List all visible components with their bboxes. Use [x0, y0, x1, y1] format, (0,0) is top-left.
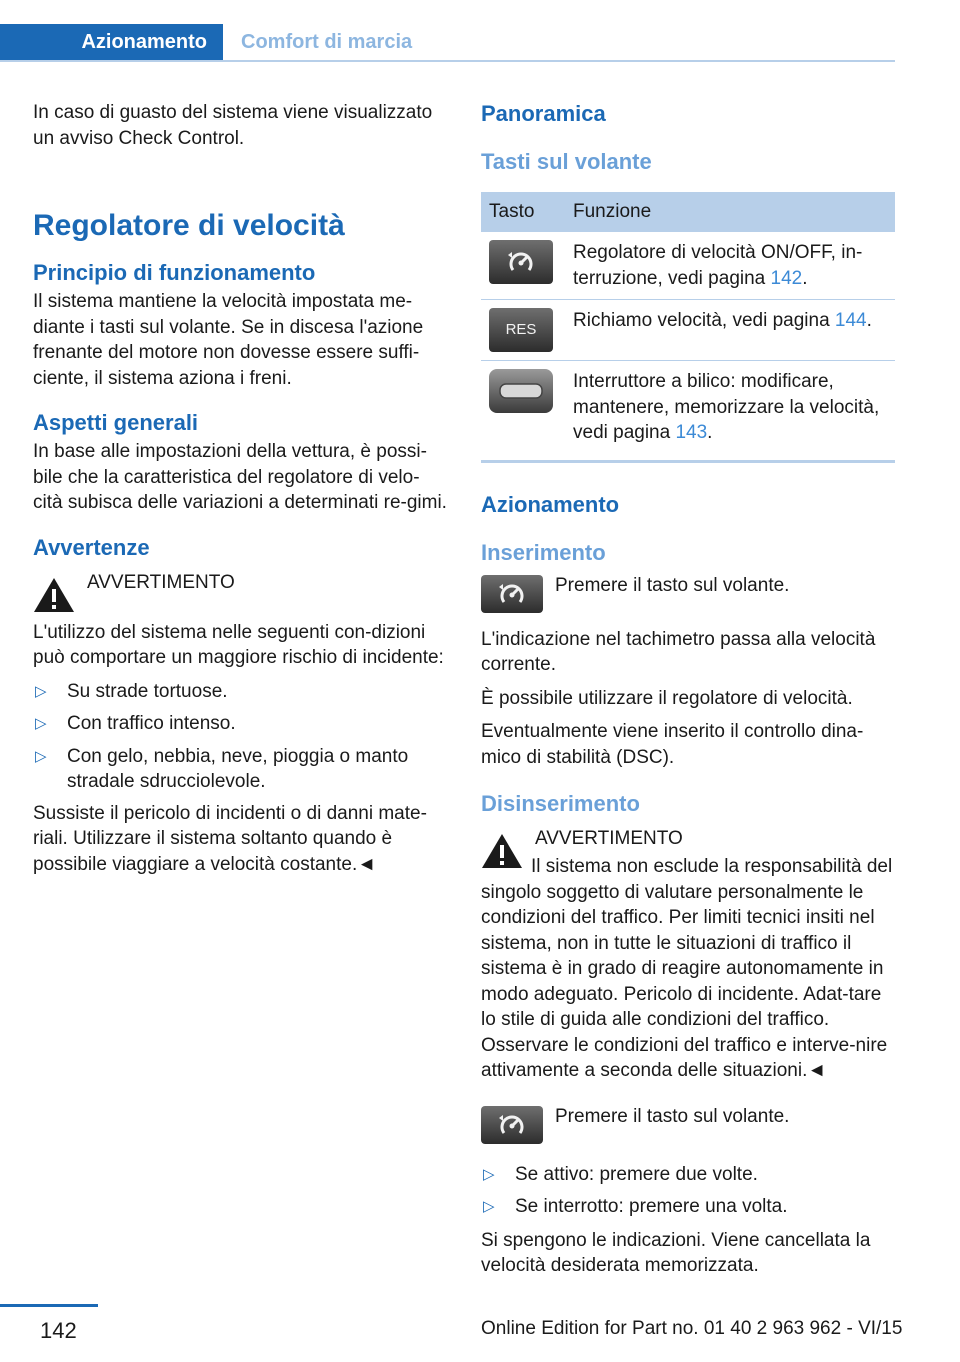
general-text: In base alle impostazioni della vettura, è possi-bile che la caratteristica del regolatore di velo-cità subisca delle variazioni a determinati re-gimi. — [33, 441, 447, 513]
table-row — [481, 300, 895, 361]
press-key-row — [481, 1104, 895, 1148]
tab-comfort-di-marcia[interactable]: Comfort di marcia — [223, 24, 412, 60]
principle-text: Il sistema mantiene la velocità impostata me-diante i tasti sul volante. Se in discesa l'azione frenante del motore non dovesse essere suffi-ciente, il sistema aziona i freni. — [33, 291, 424, 389]
res-icon: RES — [489, 308, 553, 352]
bullet-triangle-icon: ▷ — [483, 1165, 495, 1183]
general-heading: Aspetti generali — [33, 410, 199, 435]
notes-heading: Avvertenze — [33, 534, 150, 560]
warning-icon — [33, 576, 75, 614]
principle-heading: Principio di funzionamento — [33, 260, 316, 285]
page-link-144[interactable]: 144 — [834, 310, 867, 331]
edition-text: Online Edition for Part no. 01 40 2 963 962 - VI/15 — [481, 1318, 903, 1339]
function-cell: Interruttore a bilico: modificare, mantenere, memorizzare la velocità, vedi pagina 143. — [565, 361, 895, 462]
press-key-text: Premere il tasto sul volante. — [555, 574, 790, 596]
intro-text: In caso di guasto del sistema viene visualizzato un avviso Check Control. — [33, 102, 433, 149]
switch-on-heading: Inserimento — [481, 539, 606, 565]
list-item: ▷ Con gelo, nebbia, neve, pioggia o manto stradale sdrucciolevole. — [35, 745, 409, 792]
warning-box — [481, 826, 895, 872]
bullet-triangle-icon: ▷ — [35, 747, 47, 765]
warning-text: L'utilizzo del sistema nelle seguenti con-dizioni può comportare un maggiore rischio di incidente: — [33, 621, 444, 668]
press-key-text: Premere il tasto sul volante. — [555, 1105, 790, 1127]
tab-azionamento[interactable]: Azionamento — [0, 24, 223, 60]
bullet-list — [33, 679, 448, 795]
list-item: ▷ Se attivo: premere due volte. — [481, 1162, 895, 1188]
cruise-control-icon — [481, 1106, 543, 1144]
function-cell: Richiamo velocità, vedi pagina 144. — [565, 300, 895, 361]
table-row — [481, 361, 895, 462]
warning-text: Il sistema non esclude la responsabilità del singolo soggetto di valutare personalmente le condizioni del traffico. Per limiti tecnici insiti nel sistema, non in tutte le situazioni di traffico il sistema è in grado di reagire autonomamente in modo adeguato. Pericolo di incidente. Adat-tare lo stile di guida alle condizioni del traffico. Osservare le condizioni del traffico e interve-nire attivamente a seconda delle situazioni.◄ — [481, 856, 893, 1081]
list-item: ▷ Se interrotto: premere una volta. — [481, 1194, 895, 1220]
header-bar — [0, 24, 895, 62]
press-key-row — [481, 573, 895, 617]
table-row — [481, 232, 895, 300]
switch-on-text-2: È possibile utilizzare il regolatore di velocità. — [481, 687, 853, 709]
left-column — [33, 100, 448, 877]
footer-accent-bar — [0, 1304, 98, 1307]
warning-label: AVVERTIMENTO — [535, 828, 683, 849]
switch-off-heading: Disinserimento — [481, 791, 640, 816]
keys-heading: Tasti sul volante — [481, 149, 652, 174]
operation-heading: Azionamento — [481, 491, 620, 517]
switch-on-text-1: L'indicazione nel tachimetro passa alla velocità corrente. — [481, 628, 876, 675]
closing-text: Sussiste il pericolo di incidenti o di danni mate-riali. Utilizzare il sistema soltanto quando è possibile viaggiare a velocità costante.◄ — [33, 802, 427, 875]
switch-on-text-3: Eventualmente viene inserito il controllo dina-mico di stabilità (DSC). — [481, 721, 864, 768]
cruise-control-icon — [481, 575, 543, 613]
warning-label: AVVERTIMENTO — [87, 571, 235, 593]
bullet-list — [481, 1162, 895, 1220]
keys-table — [481, 192, 895, 463]
page-link-142[interactable]: 142 — [770, 267, 803, 289]
list-item: ▷ Con traffico intenso. — [33, 711, 448, 737]
rocker-switch-icon — [489, 369, 553, 413]
bullet-triangle-icon: ▷ — [35, 715, 47, 732]
warning-box — [33, 570, 448, 616]
overview-heading: Panoramica — [481, 101, 606, 126]
bullet-triangle-icon: ▷ — [35, 682, 47, 700]
page-link-143[interactable]: 143 — [675, 422, 708, 443]
closing-text: Si spengono le indicazioni. Viene cancellata la velocità desiderata memorizzata. — [481, 1229, 871, 1276]
bullet-triangle-icon: ▷ — [483, 1198, 495, 1215]
warning-icon — [481, 832, 523, 870]
list-item: ▷ Su strade tortuose. — [33, 679, 448, 705]
right-column — [481, 100, 895, 1279]
cruise-control-icon — [489, 240, 553, 284]
col-header-key: Tasto — [481, 192, 565, 232]
col-header-function: Funzione — [565, 192, 895, 232]
section-title: Regolatore di velocità — [33, 209, 345, 242]
function-cell: Regolatore di velocità ON/OFF, in-terruzione, vedi pagina 142. — [565, 232, 895, 300]
page-number: 142 — [40, 1318, 77, 1343]
